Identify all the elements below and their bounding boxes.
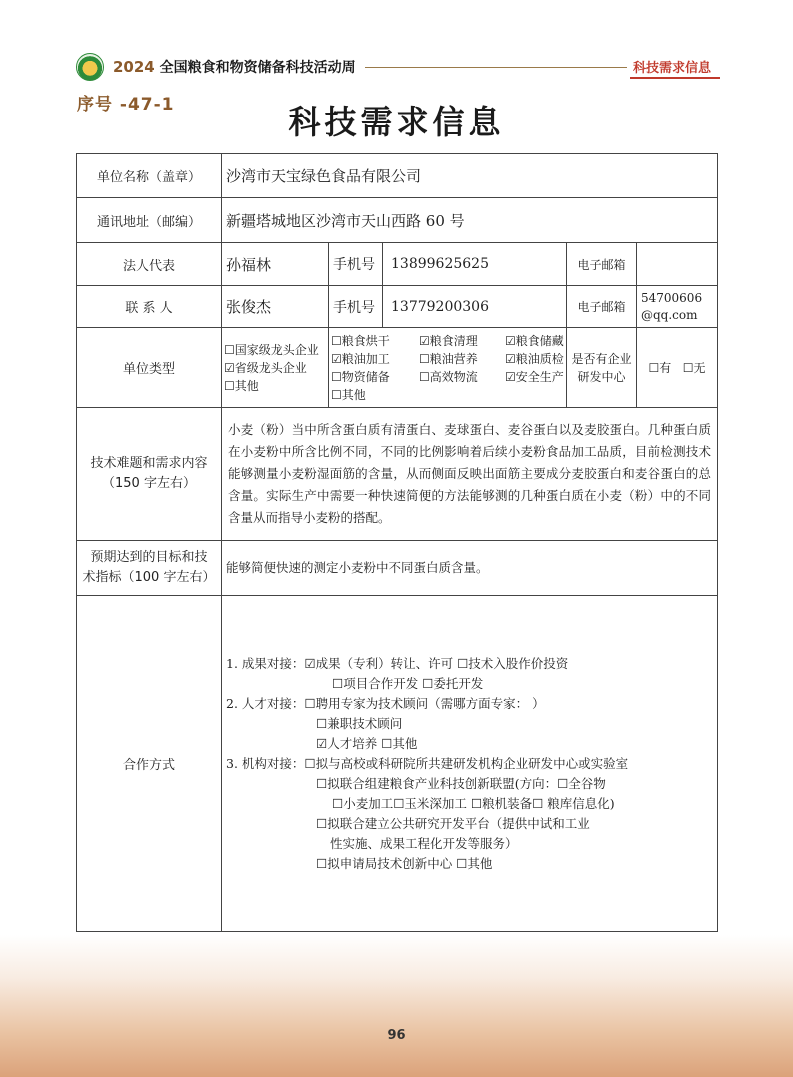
contact-name: 张俊杰 bbox=[222, 286, 329, 328]
header-title bbox=[113, 57, 356, 77]
address-value: 新疆塔城地区沙湾市天山西路 60 号 bbox=[222, 198, 718, 243]
tech-problem-cell bbox=[222, 408, 718, 541]
row-goal bbox=[77, 541, 718, 596]
unit-type-label: 单位类型 bbox=[77, 328, 222, 408]
coop-line[interactable]: 1. 成果对接：☑成果（专利）转让、许可 ☐技术入股作价投资 bbox=[226, 655, 569, 671]
coop-line[interactable]: ☐项目合作开发 ☐委托开发 bbox=[332, 675, 484, 691]
contact-phone: 13779200306 bbox=[383, 286, 567, 328]
unit-type-option[interactable]: ☐粮油营养 bbox=[419, 351, 478, 366]
unit-type-option[interactable]: ☑粮油质检 bbox=[505, 351, 564, 366]
address-label: 通讯地址（邮编） bbox=[77, 198, 222, 243]
header-divider bbox=[365, 67, 627, 68]
coop-line[interactable]: ☐小麦加工☐玉米深加工 ☐粮机装备☐ 粮库信息化) bbox=[332, 795, 615, 811]
unit-type-option[interactable]: ☐其他 bbox=[331, 387, 366, 402]
unit-type-option[interactable]: ☑粮食储藏 bbox=[505, 333, 564, 348]
header-section: 科技需求信息 bbox=[633, 61, 712, 76]
unit-name-value: 沙湾市天宝绿色食品有限公司 bbox=[222, 154, 718, 198]
row-legal-rep bbox=[77, 243, 718, 286]
unit-type-option[interactable]: ☑安全生产 bbox=[505, 369, 564, 384]
page-header bbox=[0, 0, 793, 90]
rd-center-options bbox=[637, 328, 718, 408]
wheat-logo-icon bbox=[76, 53, 104, 81]
header-event: 全国粮食和物资储备科技活动周 bbox=[159, 60, 356, 76]
coop-line[interactable]: ☐拟申请局技术创新中心 ☐其他 bbox=[316, 855, 493, 871]
contact-label: 联 系 人 bbox=[77, 286, 222, 328]
cooperation-options bbox=[222, 596, 718, 932]
tech-problem-content: 小麦（粉）当中所含蛋白质有清蛋白、麦球蛋白、麦谷蛋白以及麦胶蛋白。几种蛋白质在小麦粉中所含比例不同，不同的比例影响着后续小麦粉食品加工品质，目前检测技术能够测量小麦粉湿面筋的含量，从而侧面反映出面筋主要成分麦胶蛋白和麦谷蛋白的总含量。实际生产中需要一种快速简便的方法能够测的几种蛋白质在小麦（粉）中的不同含量从而指导小麦粉的搭配。 bbox=[228, 422, 712, 525]
footer-background bbox=[0, 935, 793, 1077]
tech-problem-label bbox=[77, 408, 222, 541]
coop-line[interactable]: ☐拟联合建立公共研究开发平台（提供中试和工业 bbox=[316, 815, 590, 831]
serial-number: 序号 -47-1 bbox=[77, 95, 175, 115]
unit-type-option[interactable]: ☐高效物流 bbox=[419, 369, 478, 384]
legal-rep-email-label: 电子邮箱 bbox=[567, 243, 637, 286]
coop-line[interactable]: ☐兼职技术顾问 bbox=[316, 715, 403, 731]
contact-email-label: 电子邮箱 bbox=[567, 286, 637, 328]
tech-problem-label-line2: （150 字左右） bbox=[102, 476, 196, 491]
legal-rep-name: 孙福林 bbox=[222, 243, 329, 286]
goal-label-line1: 预期达到的目标和技 bbox=[90, 550, 208, 565]
row-tech-problem bbox=[77, 408, 718, 541]
goal-label-line2: 术指标（100 字左右） bbox=[82, 570, 216, 585]
unit-type-option[interactable]: ☑省级龙头企业 bbox=[224, 360, 307, 375]
coop-line[interactable]: ☑人才培养 ☐其他 bbox=[316, 735, 418, 751]
goal-label bbox=[77, 541, 222, 596]
unit-type-option[interactable]: ☑粮食清理 bbox=[419, 333, 478, 348]
unit-type-field-options bbox=[329, 328, 567, 408]
page-number: 96 bbox=[387, 1028, 406, 1043]
rd-no-checkbox[interactable]: ☐无 bbox=[682, 360, 706, 375]
row-unit-name bbox=[77, 154, 718, 198]
demand-form bbox=[76, 153, 718, 932]
coop-line[interactable]: ☐拟联合组建粮食产业科技创新联盟(方向：☐全谷物 bbox=[316, 775, 606, 791]
row-contact bbox=[77, 286, 718, 328]
unit-type-level-options bbox=[222, 328, 329, 408]
legal-rep-phone: 13899625625 bbox=[383, 243, 567, 286]
legal-rep-email bbox=[637, 243, 718, 286]
contact-email: 54700606@qq.com bbox=[637, 286, 718, 328]
goal-content: 能够简便快速的测定小麦粉中不同蛋白质含量。 bbox=[222, 541, 718, 596]
rd-yes-checkbox[interactable]: ☐有 bbox=[648, 360, 672, 375]
header-year: 2024 bbox=[113, 58, 155, 76]
cooperation-label: 合作方式 bbox=[77, 596, 222, 932]
row-cooperation bbox=[77, 596, 718, 932]
coop-line: 性实施、成果工程化开发等服务） bbox=[330, 835, 518, 851]
page-title: 科技需求信息 bbox=[288, 103, 505, 141]
row-address bbox=[77, 198, 718, 243]
unit-type-option[interactable]: ☑粮油加工 bbox=[331, 351, 390, 366]
unit-type-option[interactable]: ☐其他 bbox=[224, 378, 259, 393]
coop-line[interactable]: 2. 人才对接：☐聘用专家为技术顾问（需哪方面专家： ） bbox=[226, 695, 545, 711]
contact-phone-label: 手机号 bbox=[329, 286, 383, 328]
unit-type-option[interactable]: ☐粮食烘干 bbox=[331, 333, 390, 348]
row-unit-type bbox=[77, 328, 718, 408]
legal-rep-label: 法人代表 bbox=[77, 243, 222, 286]
unit-type-option[interactable]: ☐国家级龙头企业 bbox=[224, 342, 319, 357]
tech-problem-label-line1: 技术难题和需求内容 bbox=[90, 456, 208, 471]
unit-type-option[interactable]: ☐物资储备 bbox=[331, 369, 390, 384]
rd-center-label: 是否有企业研发中心 bbox=[567, 328, 637, 408]
coop-line[interactable]: 3. 机构对接：☐拟与高校或科研院所共建研发机构企业研发中心或实验室 bbox=[226, 755, 629, 771]
header-section-underline bbox=[630, 77, 720, 79]
unit-name-label: 单位名称（盖章） bbox=[77, 154, 222, 198]
legal-rep-phone-label: 手机号 bbox=[329, 243, 383, 286]
